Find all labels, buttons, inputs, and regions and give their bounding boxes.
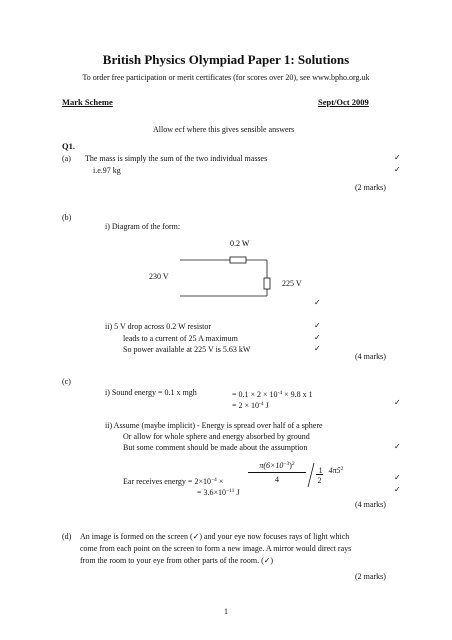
- check-mark-icon: ✓: [394, 485, 401, 494]
- fraction1-denominator: 4: [275, 475, 279, 484]
- part-b-label: (b): [62, 213, 72, 222]
- division-slash: [307, 462, 315, 488]
- part-d-marks: (2 marks): [355, 572, 386, 581]
- part-d-line2: come from each point on the screen to form a new image. A mirror would direct rays: [80, 544, 352, 553]
- part-c-i-prefix: i) Sound energy = 0.1 x mgh: [105, 388, 197, 397]
- fraction-bar: [316, 474, 323, 475]
- check-mark-icon: ✓: [314, 298, 321, 307]
- check-mark-icon: ✓: [314, 321, 321, 330]
- check-mark-icon: ✓: [394, 442, 401, 451]
- part-a-label: (a): [62, 154, 71, 163]
- part-a-line1: The mass is simply the sum of the two individual masses: [85, 154, 268, 163]
- source-label: 230 V: [149, 272, 169, 281]
- ecf-note: Allow ecf where this gives sensible answers: [153, 125, 295, 134]
- order-note: To order free participation or merit certificates (for scores over 20), see www.bpho.org.uk: [82, 73, 370, 82]
- part-b-i-text: i) Diagram of the form:: [105, 222, 181, 231]
- check-mark-icon: ✓: [314, 333, 321, 342]
- part-d-line3: from the room to your eye from other parts of the room. (✓): [80, 556, 274, 565]
- fraction2-numerator: 1 $4\pi 5^2$: [318, 466, 344, 475]
- check-mark-icon: ✓: [394, 473, 401, 482]
- part-a-line2: i.e.97 kg: [93, 166, 121, 175]
- part-c-i-calc1: = $0.1 \times 2 \times 10^{-4} \times 9.8$ x 1: [232, 390, 313, 399]
- part-b-ii-line2: leads to a current of 25 A maximum: [123, 334, 238, 343]
- part-c-ii-line3: But some comment should be made about the assumption: [123, 443, 308, 452]
- exam-date: Sept/Oct 2009: [318, 97, 369, 107]
- part-d-line1: An image is formed on the screen (✓) and your eye now focuses rays of light which: [80, 532, 350, 541]
- circuit-diagram: [150, 232, 330, 297]
- fraction1-numerator: $\pi(6\times 10^{-3})^2$: [259, 461, 295, 470]
- fraction2-denominator: 2: [317, 476, 322, 485]
- resistor-symbol: [230, 257, 246, 263]
- part-c-ii-line1: ii) Assume (maybe implicit) - Energy is spread over half of a sphere: [105, 421, 323, 430]
- check-mark-icon: ✓: [394, 165, 401, 174]
- load-symbol: [264, 278, 270, 289]
- fraction-bar: [248, 472, 306, 473]
- page-number: 1: [224, 607, 228, 616]
- part-b-ii-line3: So power available at 225 V is 5.63 kW: [123, 345, 251, 354]
- ear-energy-label: Ear receives energy = $2\times 10^{-4}$ ×: [123, 477, 224, 486]
- ear-energy-result: = $3.6\times 10^{-11}$ J: [197, 488, 240, 497]
- part-b-marks: (4 marks): [355, 352, 386, 361]
- check-mark-icon: ✓: [394, 153, 401, 162]
- check-mark-icon: ✓: [314, 344, 321, 353]
- resistor-label: 0.2 W: [230, 239, 250, 248]
- part-b-ii-line1: ii) 5 V drop across 0.2 W resistor: [105, 322, 212, 331]
- part-c-i-calc2: = $2 \times 10^{-4}$ J: [232, 401, 269, 410]
- part-c-marks: (4 marks): [355, 500, 386, 509]
- load-label: 225 V: [282, 279, 302, 288]
- part-a-marks: (2 marks): [355, 183, 386, 192]
- part-d-label: (d): [62, 532, 72, 541]
- check-mark-icon: ✓: [394, 398, 401, 407]
- page-title: British Physics Olympiad Paper 1: Solutions: [102, 52, 350, 67]
- question-label: Q1.: [62, 141, 75, 151]
- mark-scheme-heading: Mark Scheme: [62, 97, 113, 107]
- part-c-label: (c): [62, 377, 71, 386]
- part-c-ii-line2: Or allow for whole sphere and energy absorbed by ground: [123, 432, 310, 441]
